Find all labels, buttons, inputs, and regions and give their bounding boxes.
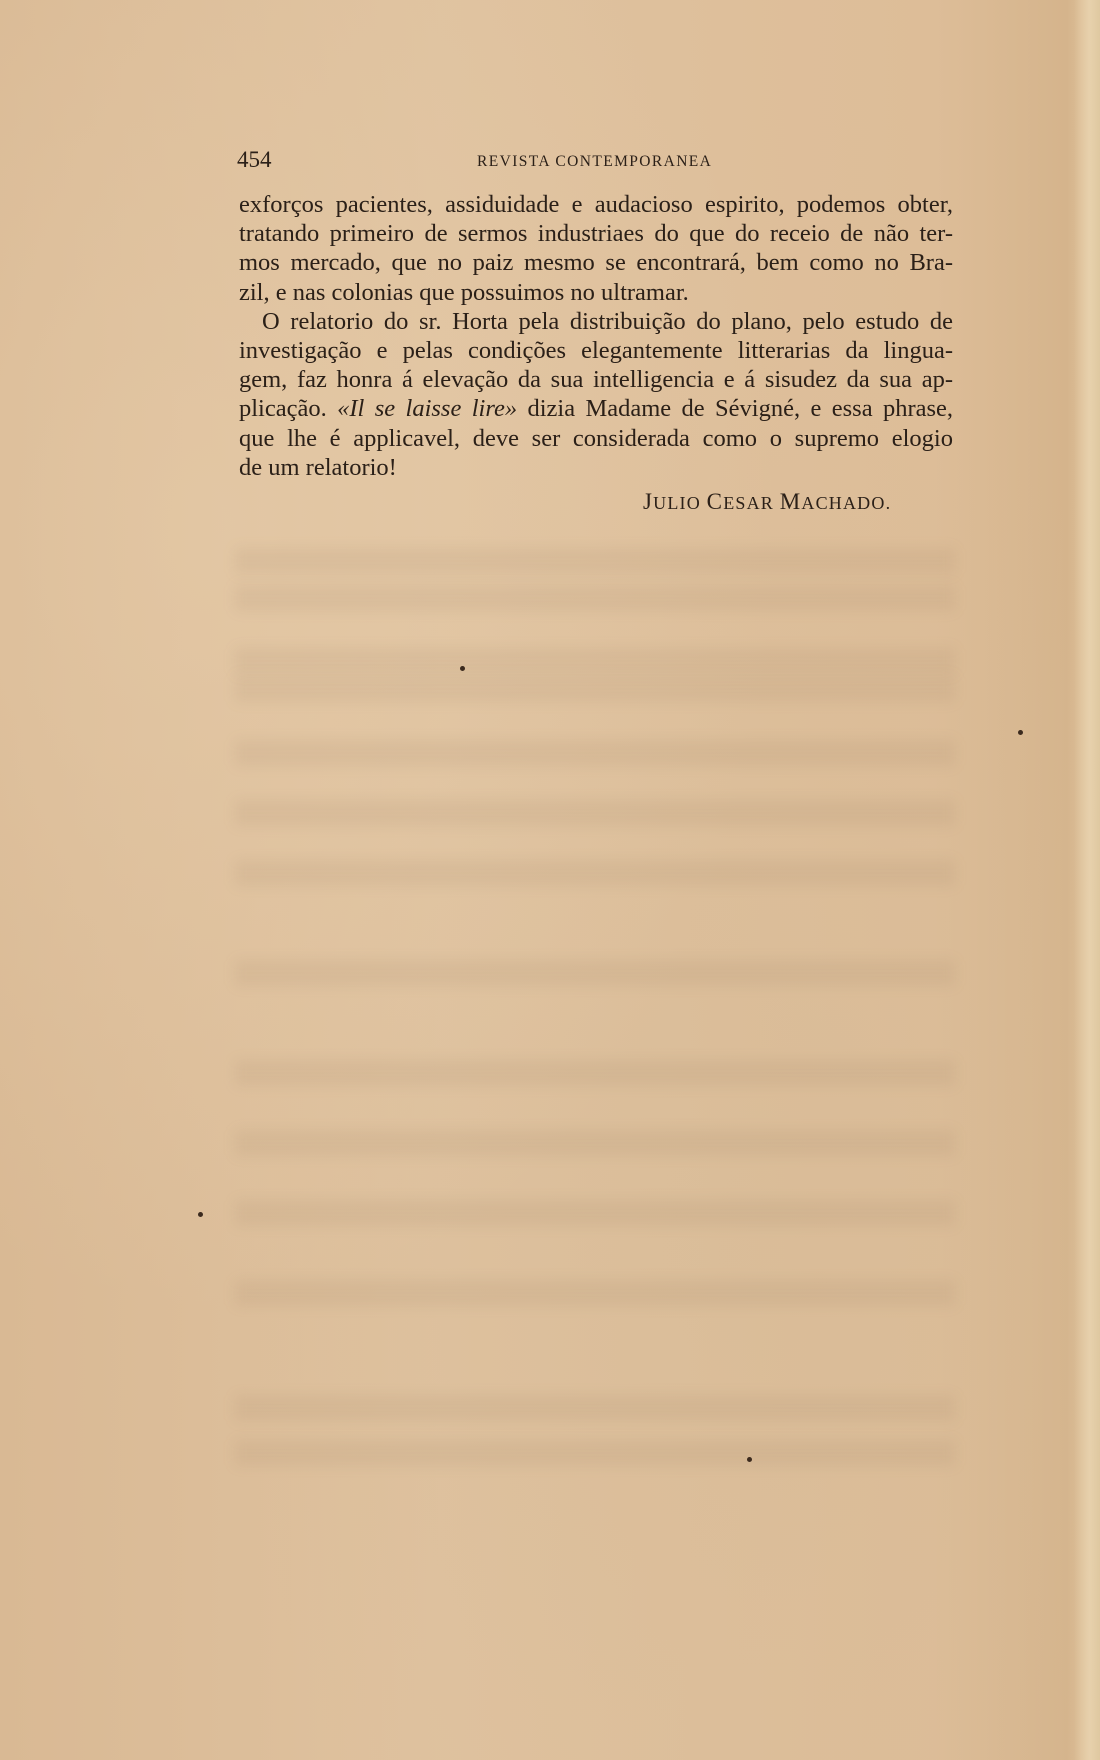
show-through	[235, 1395, 955, 1421]
show-through	[235, 648, 955, 674]
text-line: gem, faz honra á elevação da sua intelligencia e á sisudez da sua ap-	[239, 366, 953, 394]
text-line: de um relatorio!	[239, 453, 397, 481]
text-line: investigação e pelas condições elegantemente litterarias da lingua-	[239, 336, 953, 364]
text-line: tratando primeiro de sermos industriaes do que do receio de não ter-	[239, 220, 953, 248]
show-through	[235, 860, 955, 886]
page-header	[237, 147, 955, 177]
text-line: mos mercado, que no paiz mesmo se encontrará, bem como no Bra-	[239, 249, 953, 277]
text-line: zil, e nas colonias que possuimos no ultramar.	[239, 278, 689, 306]
show-through	[235, 1060, 955, 1086]
quote-italic: «Il se laisse lire»	[337, 395, 518, 423]
paper-speck	[198, 1212, 203, 1217]
signature-part: ULIO	[653, 493, 701, 513]
paper-speck	[460, 666, 465, 671]
page-edge	[1074, 0, 1100, 1760]
show-through	[235, 800, 955, 826]
text-line	[239, 394, 953, 423]
text-fragment: dizia Madame de Sévigné, e essa phrase,	[527, 395, 954, 423]
article-text	[239, 190, 953, 482]
signature-initial: M	[779, 489, 802, 514]
show-through	[235, 740, 955, 766]
text-line: O relatorio do sr. Horta pela distribuição do plano, pelo estudo de	[262, 307, 953, 335]
show-through	[235, 1440, 955, 1466]
signature-initial: J	[643, 489, 654, 514]
signature-part: ACHADO.	[801, 493, 892, 513]
signature-initial: C	[706, 489, 724, 514]
page-number: 454	[237, 147, 272, 172]
show-through	[235, 1280, 955, 1306]
paper-speck	[1018, 730, 1023, 735]
show-through	[235, 548, 955, 574]
running-head: REVISTA CONTEMPORANEA	[477, 153, 713, 170]
show-through	[235, 960, 955, 986]
signature-part: ESAR	[723, 493, 775, 513]
text-line: que lhe é applicavel, deve ser considerada como o supremo elogio	[239, 424, 953, 452]
paper-speck	[747, 1457, 752, 1462]
author-signature	[643, 489, 891, 515]
text-fragment: plicação.	[239, 395, 327, 423]
show-through	[235, 676, 955, 702]
show-through	[235, 1200, 955, 1226]
show-through	[235, 1130, 955, 1156]
show-through	[235, 585, 955, 611]
text-line: exforços pacientes, assiduidade e audacioso espirito, podemos obter,	[239, 191, 953, 218]
